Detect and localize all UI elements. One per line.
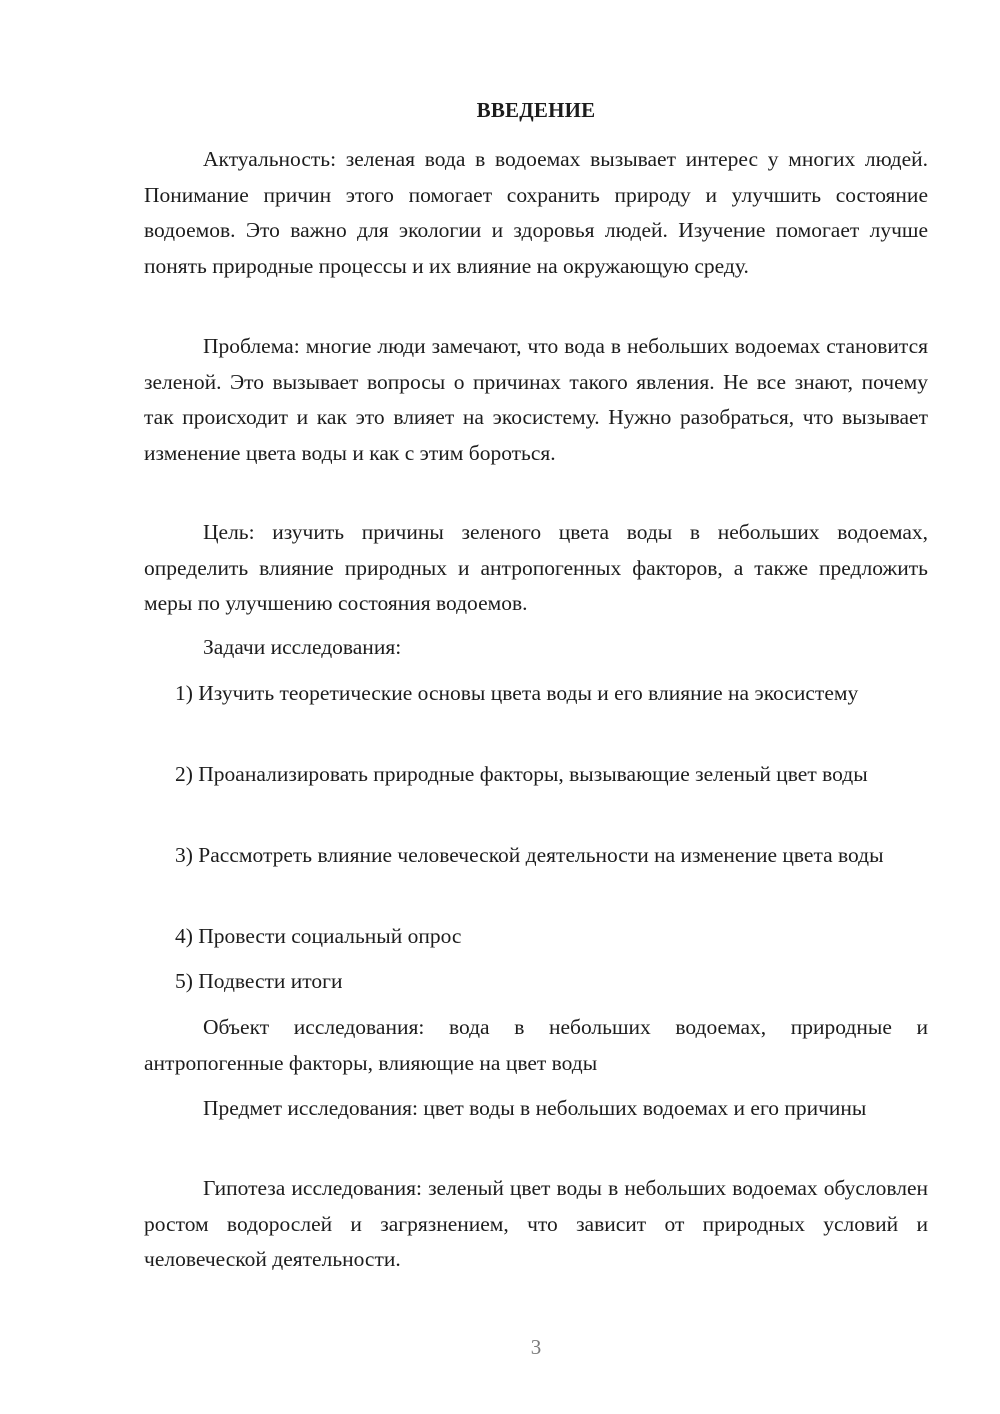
tasks-heading: Задачи исследования: (203, 635, 402, 659)
subject-paragraph: Предмет исследования: цвет воды в небольших водоемах и его причины (203, 1096, 867, 1120)
page-number: 3 (530, 1335, 542, 1359)
problem-paragraph: Проблема: многие люди замечают, что вода в небольших водоемах становится зеленой. Это вызывает вопросы о причинах такого явления. Не все знают, почему так происходит и как это влияет на экосистему. Нужно разобраться, что вызывает изменение цвета воды и как с этим бороться. (144, 334, 928, 465)
task-item: 1) Изучить теоретические основы цвета воды и его влияние на экосистему (175, 681, 859, 705)
task-item: 2) Проанализировать природные факторы, вызывающие зеленый цвет воды (175, 762, 868, 786)
hypothesis-paragraph: Гипотеза исследования: зеленый цвет воды в небольших водоемах обусловлен ростом водорослей и загрязнением, что зависит от природных условий и человеческой деятельности. (144, 1176, 928, 1272)
relevance-paragraph: Актуальность: зеленая вода в водоемах вызывает интерес у многих людей. Понимание причин этого помогает сохранить природу и улучшить состояние водоемов. Это важно для экологии и здоровья людей. Изучение помогает лучше понять природные процессы и их влияние на окружающую среду. (144, 147, 928, 278)
task-item: 5) Подвести итоги (175, 969, 343, 993)
section-title: ВВЕДЕНИЕ (476, 98, 596, 122)
task-item: 3) Рассмотреть влияние человеческой деятельности на изменение цвета воды (175, 843, 884, 867)
task-item: 4) Провести социальный опрос (175, 924, 462, 948)
object-paragraph: Объект исследования: вода в небольших водоемах, природные и антропогенные факторы, влияющие на цвет воды (144, 1015, 928, 1075)
goal-paragraph: Цель: изучить причины зеленого цвета воды в небольших водоемах, определить влияние природных и антропогенных факторов, а также предложить меры по улучшению состояния водоемов. (144, 520, 928, 616)
